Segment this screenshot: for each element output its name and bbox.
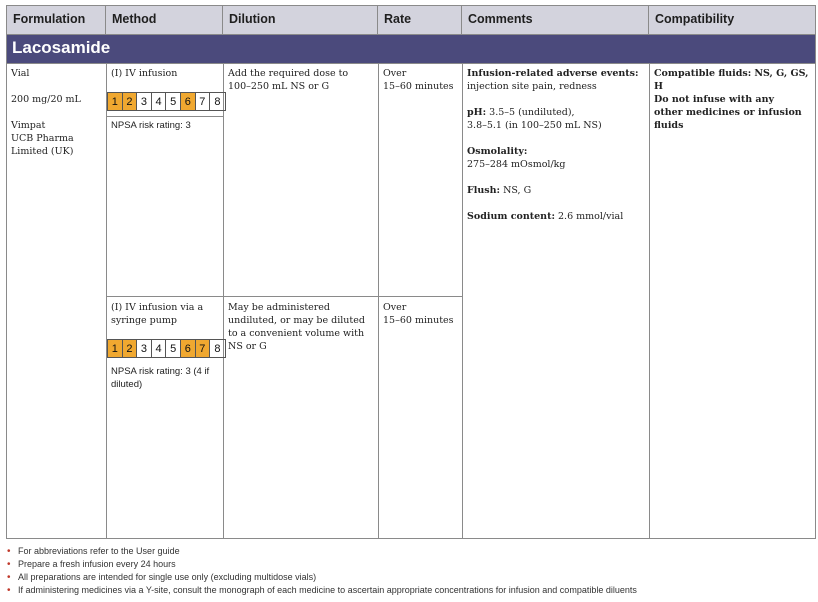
col-header-dilution: Dilution xyxy=(223,6,378,34)
drug-title-band xyxy=(7,35,815,64)
adverse-events-text: injection site pain, redness xyxy=(467,81,597,92)
col-header-method: Method xyxy=(106,6,223,34)
risk-box: 2 xyxy=(123,340,138,357)
col-header-compatibility: Compatibility xyxy=(655,12,735,26)
flush-label: Flush: xyxy=(467,185,501,196)
flush-line xyxy=(467,184,531,197)
npsa-risk-scale xyxy=(107,339,226,358)
adverse-events-label: Infusion-related adverse events: xyxy=(467,68,639,79)
column-divider xyxy=(223,64,224,538)
column-divider xyxy=(462,64,463,538)
rate-value: 15–60 minutes xyxy=(383,81,454,92)
formulation-type: Vial xyxy=(11,68,30,79)
sodium-label: Sodium content: xyxy=(467,211,555,222)
flush-value: NS, G xyxy=(503,185,532,196)
column-divider xyxy=(106,64,107,538)
method-title: (I) IV infusion xyxy=(111,68,178,79)
risk-box: 6 xyxy=(181,93,196,110)
row-divider xyxy=(106,296,462,297)
ph-value: 3.5–5 (undiluted), xyxy=(489,107,575,118)
footnote-text: If administering medicines via a Y-site, consult the monograph of each medicine to ascertain appropriate concentrations for infusion and compatible diluents xyxy=(18,585,637,595)
risk-box: 5 xyxy=(166,93,181,110)
monograph-table xyxy=(6,5,816,539)
col-header-rate: Rate xyxy=(378,6,462,34)
column-divider xyxy=(378,64,379,538)
npsa-risk-scale xyxy=(107,92,226,111)
risk-box: 1 xyxy=(108,340,123,357)
rate-value: 15–60 minutes xyxy=(383,315,454,326)
dilution-text: May be administered undiluted, or may be diluted to a convenient volume with NS or G xyxy=(228,302,365,352)
sodium-line xyxy=(467,210,623,223)
risk-box: 2 xyxy=(123,93,138,110)
ph-line xyxy=(467,106,575,119)
formulation-manufacturer-2: Limited (UK) xyxy=(11,146,74,157)
compatible-fluids-value: NS, G, GS, H xyxy=(654,68,809,92)
column-divider xyxy=(649,64,650,538)
risk-box: 8 xyxy=(214,95,221,108)
risk-box: 3 xyxy=(137,93,152,110)
npsa-risk-rating: NPSA risk rating: 3 (4 if diluted) xyxy=(111,366,210,390)
osmolality-label: Osmolality: xyxy=(467,146,528,157)
formulation-brand: Vimpat xyxy=(11,120,46,131)
osmolality-value: 275–284 mOsmol/kg xyxy=(467,159,566,170)
footnote-text: Prepare a fresh infusion every 24 hours xyxy=(18,559,176,569)
rate-label: Over xyxy=(383,302,407,313)
footnote-item xyxy=(7,571,813,584)
col-header-comments: Comments xyxy=(462,6,649,34)
footnote-item xyxy=(7,584,813,597)
drug-name: Lacosamide xyxy=(12,38,111,57)
risk-box: 7 xyxy=(196,340,211,357)
sodium-value: 2.6 mmol/vial xyxy=(558,211,624,222)
risk-box: 4 xyxy=(152,93,167,110)
risk-box: 3 xyxy=(137,340,152,357)
footnote-text: All preparations are intended for single use only (excluding multidose vials) xyxy=(18,572,317,582)
npsa-risk-rating: NPSA risk rating: 3 xyxy=(111,120,191,131)
risk-divider xyxy=(106,116,223,117)
rate-label: Over xyxy=(383,68,407,79)
ph-value-diluted: 3.8–5.1 (in 100–250 mL NS) xyxy=(467,120,602,131)
compatible-fluids-line xyxy=(654,67,812,93)
formulation-manufacturer: UCB Pharma xyxy=(11,133,74,144)
infusion-warning: Do not infuse with any other medicines or infusion fluids xyxy=(654,94,802,131)
bullet-icon: • xyxy=(7,559,11,570)
formulation-strength: 200 mg/20 mL xyxy=(11,94,81,105)
bullet-icon: • xyxy=(7,572,11,583)
compatible-fluids-label: Compatible fluids: xyxy=(654,68,752,79)
col-header-formulation: Formulation xyxy=(7,6,106,34)
risk-box: 5 xyxy=(166,340,181,357)
bullet-icon: • xyxy=(7,546,11,557)
footnotes xyxy=(7,545,813,597)
method-title: (I) IV infusion via a syringe pump xyxy=(111,302,204,326)
table-header xyxy=(7,6,815,35)
bullet-icon: • xyxy=(7,585,11,596)
dilution-text: Add the required dose to 100–250 mL NS or G xyxy=(228,68,349,92)
risk-box: 6 xyxy=(181,340,196,357)
ph-label: pH: xyxy=(467,107,487,118)
footnote-item xyxy=(7,545,813,558)
footnote-text: For abbreviations refer to the User guide xyxy=(18,546,180,556)
risk-box: 7 xyxy=(196,93,211,110)
risk-box: 4 xyxy=(152,340,167,357)
risk-box: 1 xyxy=(108,93,123,110)
risk-box: 8 xyxy=(214,342,221,355)
footnote-item xyxy=(7,558,813,571)
